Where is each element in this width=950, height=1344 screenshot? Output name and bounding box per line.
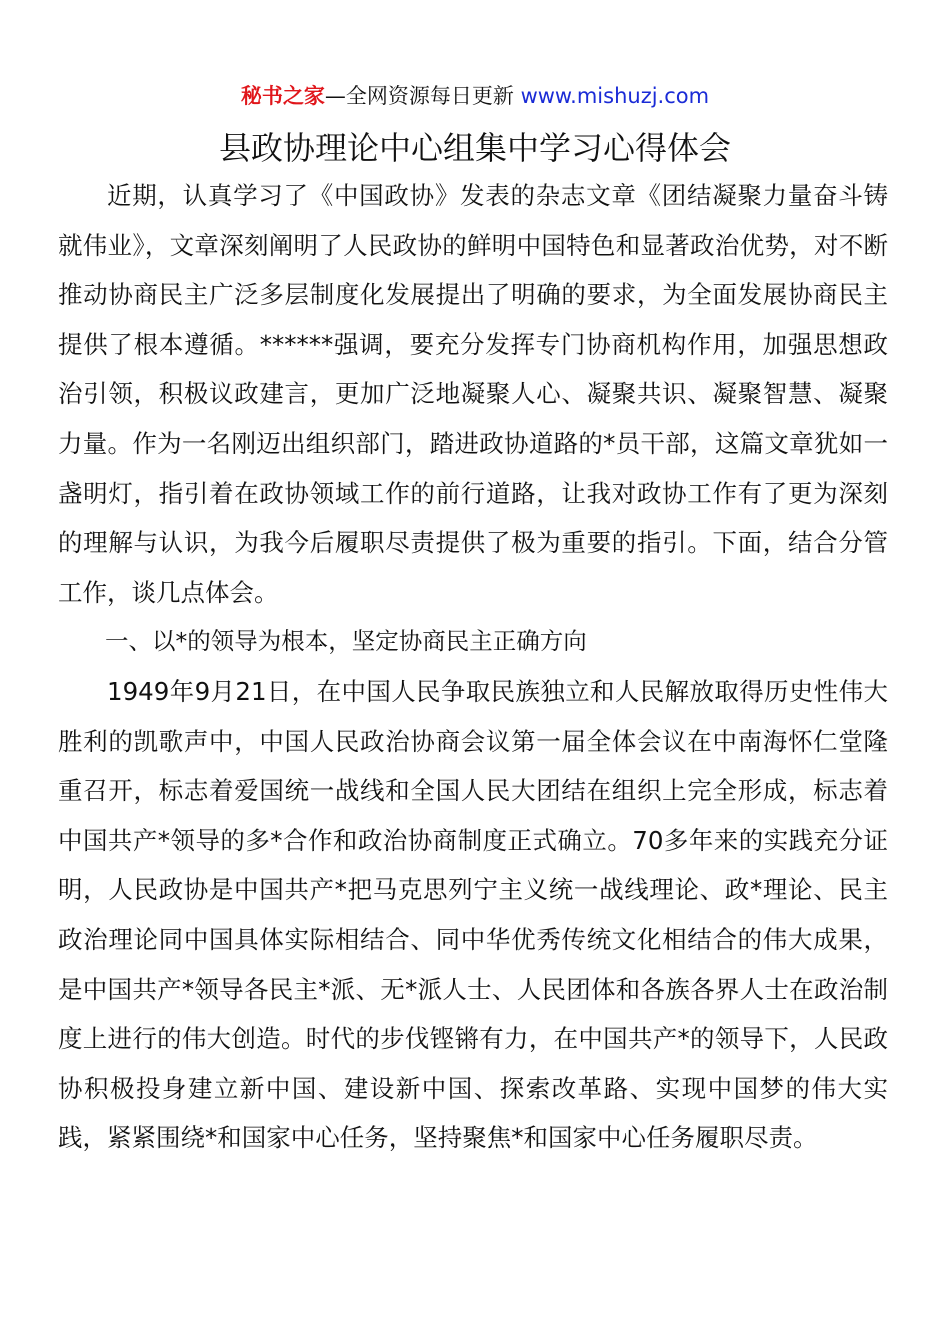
document-body xyxy=(58,171,888,1163)
intro-paragraph: 近期，认真学习了《中国政协》发表的杂志文章《团结凝聚力量奋斗铸就伟业》，文章深刻阐明了人民政协的鲜明中国特色和显著政治优势，对不断推动协商民主广泛多层制度化发展提出了明确的要求，为全面发展协商民主提供了根本遵循。******强调，要充分发挥专门协商机构作用，加强思想政治引领，积极议政建言，更加广泛地凝聚人心、凝聚共识、凝聚智慧、凝聚力量。作为一名刚迈出组织部门，踏进政协道路的*员干部，这篇文章犹如一盏明灯，指引着在政协领域工作的前行道路，让我对政协工作有了更为深刻的理解与认识，为我今后履职尽责提供了极为重要的指引。下面，结合分管工作，谈几点体会。 xyxy=(58,181,888,607)
site-tagline: —全网资源每日更新 xyxy=(324,84,521,108)
document-title: 县政协理论中心组集中学习心得体会 xyxy=(218,129,731,167)
site-header xyxy=(0,80,950,112)
site-url-link[interactable]: www.mishuzj.com xyxy=(520,84,710,108)
section-heading-1: 一、以*的领导为根本，坚定协商民主正确方向 xyxy=(105,627,587,656)
section-1-paragraph: 1949年9月21日，在中国人民争取民族独立和人民解放取得历史性伟大胜利的凯歌声中，中国人民政治协商会议第一届全体会议在中南海怀仁堂隆重召开，标志着爱国统一战线和全国人民大团结在组织上完全形成，标志着中国共产*领导的多*合作和政治协商制度正式确立。70多年来的实践充分证明，人民政协是中国共产*把马克思列宁主义统一战线理论、政*理论、民主政治理论同中国具体实际相结合、同中华优秀传统文化相结合的伟大成果，是中国共产*领导各民主*派、无*派人士、人民团体和各族各界人士在政治制度上进行的伟大创造。时代的步伐铿锵有力，在中国共产*的领导下，人民政协积极投身建立新中国、建设新中国、探索改革路、实现中国梦的伟大实践，紧紧围绕*和国家中心任务，坚持聚焦*和国家中心任务履职尽责。 xyxy=(58,676,888,1153)
site-brand: 秘书之家 xyxy=(240,84,325,108)
